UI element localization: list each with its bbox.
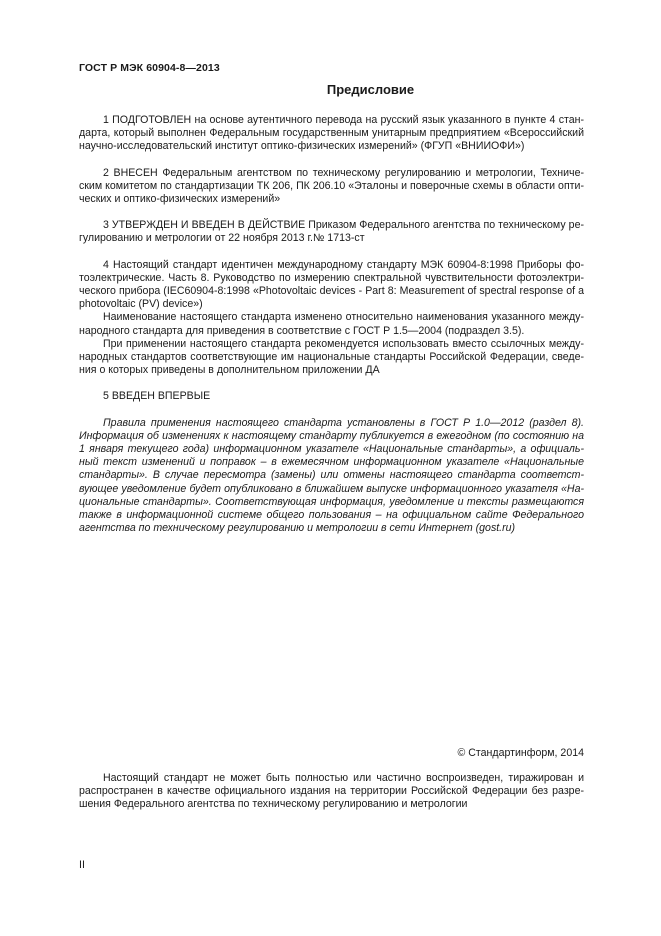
standard-code-header: ГОСТ Р МЭК 60904-8—2013 xyxy=(79,62,220,74)
page-number: II xyxy=(79,859,85,871)
paragraph-application-rules: Правила применения настоящего стандарта установлены в ГОСТ Р 1.0—2012 (раздел 8). Информация об изменениях к настоящему стандарту публикуется в ежегодном (по состоянию на 1 января текущего года) информационном указателе «Национальные стандарты», а официальный текст изменений и поправок – в ежемесячном информационном указателе «Национальные стандарты». В случае пересмотра (замены) или отмены настоящего стандарта соответствующее уведомление будет опубликовано в ближайшем выпуске информационного указателя «Национальные стандарты». Соответствующая информация, уведомление и тексты размещаются также в информационной системе общего пользования – на официальном сайте Федерального агентства по техническому регулированию и метрологии в сети Интернет (gost.ru) xyxy=(79,416,584,535)
foreword-body xyxy=(79,114,584,535)
paragraph-prepared: 1 ПОДГОТОВЛЕН на основе аутентичного перевода на русский язык указанного в пункте 4 стандарта, который выполнен Федеральным государственным унитарным предприятием «Всероссийский научно-исследовательский институт оптико-физических измерений» (ФГУП «ВНИИОФИ») xyxy=(79,114,584,153)
paragraph-introduced-first: 5 ВВЕДЕН ВПЕРВЫЕ xyxy=(103,390,211,403)
paragraph-name-changed: Наименование настоящего стандарта изменено относительно наименования указанного международного стандарта для приведения в соответствие с ГОСТ Р 1.5—2004 (подраздел 3.5). xyxy=(79,311,584,337)
reproduction-notice: Настоящий стандарт не может быть полностью или частично воспроизведен, тиражирован и распространен в качестве официального издания на территории Российской Федерации без разрешения Федерального агентства по техническому регулированию и метрологии xyxy=(79,772,584,811)
paragraph-approved: 3 УТВЕРЖДЕН И ВВЕДЕН В ДЕЙСТВИЕ Приказом Федерального агентства по техническому регулированию и метрологии от 22 ноября 2013 г.№ 1713-ст xyxy=(79,219,584,245)
copyright-line: © Стандартинформ, 2014 xyxy=(457,747,584,759)
paragraph-identical: 4 Настоящий стандарт идентичен международному стандарту МЭК 60904-8:1998 Приборы фотоэлектрические. Часть 8. Руководство по измерению спектральной чувствительности фотоэлектрического прибора (IEC60904-8:1998 «Photovoltaic devices - Part 8: Measurement of spectral response of a photovoltaic (PV) device») xyxy=(79,258,584,311)
paragraph-introduced: 2 ВНЕСЕН Федеральным агентством по техническому регулированию и метрологии, Техническим комитетом по стандартизации ТК 206, ПК 206.10 «Эталоны и поверочные схемы в области оптических и оптико-физических измерений» xyxy=(79,166,584,206)
paragraph-references: При применении настоящего стандарта рекомендуется использовать вместо ссылочных международных стандартов соответствующие им национальные стандарты Российской Федерации, сведения о которых приведены в дополнительном приложении ДА xyxy=(79,337,584,377)
page-title: Предисловие xyxy=(326,82,415,97)
